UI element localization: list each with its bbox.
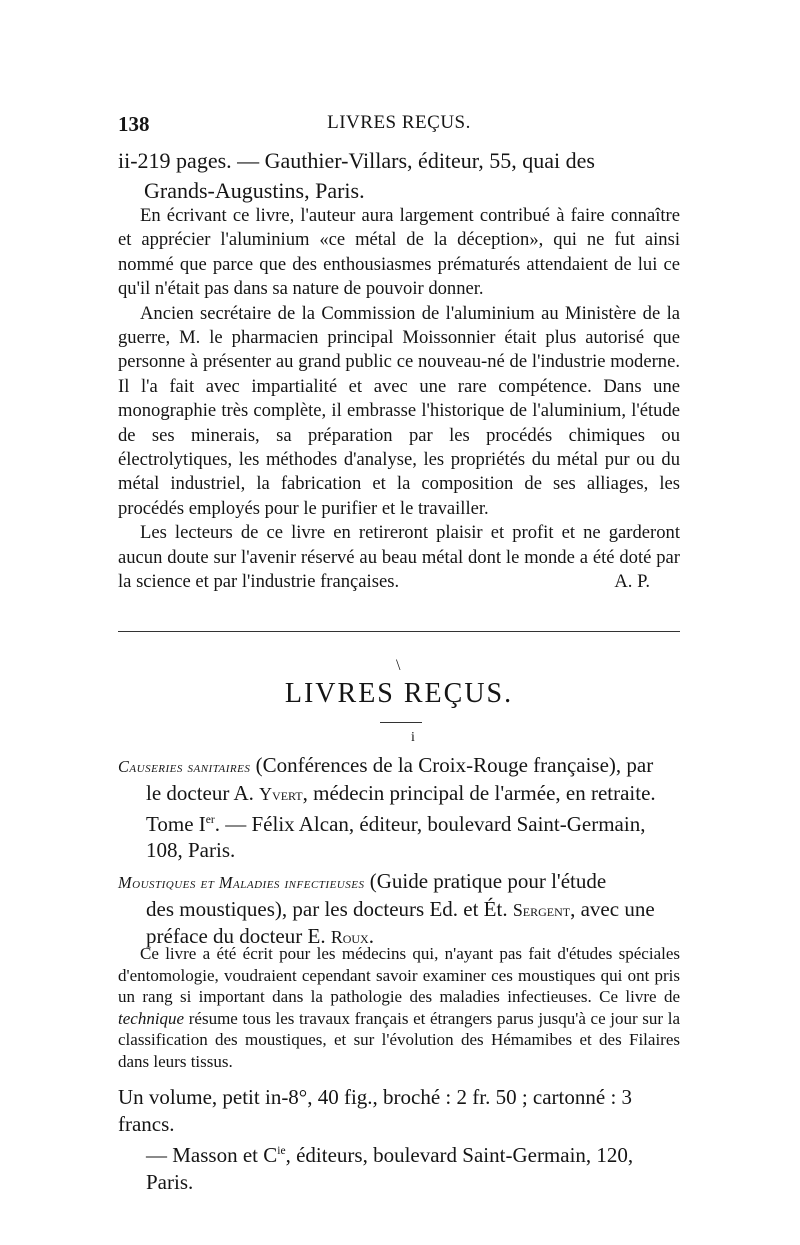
entry-text: (Guide pratique pour l'étude bbox=[364, 869, 607, 893]
review-paragraph: En écrivant ce livre, l'auteur aura largement contribué à faire connaître et apprécier l'aluminium «ce métal de la déception», qui ne fut ainsi nommé que parce que des enthousiasmes prématurés attendaient de lui ce qu'il n'était pas dans sa nature de pouvoir donner. bbox=[118, 205, 680, 300]
entry-text: . — Félix Alcan, éditeur, boulevard Saint-Germain, 108, Paris. bbox=[146, 812, 646, 862]
superscript: er bbox=[205, 814, 215, 826]
book-entry bbox=[118, 752, 680, 863]
entry-text: (Conférences de la Croix-Rouge française), par bbox=[250, 753, 654, 777]
continued-entry-line: ii-219 pages. — Gauthier-Villars, éditeur, 55, quai des bbox=[118, 148, 595, 173]
entry-text: . bbox=[368, 924, 374, 948]
note-emphasis: technique bbox=[118, 1008, 185, 1028]
volume-info bbox=[118, 1084, 680, 1196]
running-title: LIVRES REÇUS. bbox=[327, 112, 471, 133]
entry-text: le docteur A. bbox=[146, 781, 260, 805]
entry-text: des moustiques), par les docteurs Ed. et Ét. bbox=[146, 897, 513, 921]
entry-text: , médecin principal de l'armée, en retraite. Tome I bbox=[146, 781, 656, 836]
entry-continuation bbox=[118, 896, 680, 950]
review-paragraph-text: Les lecteurs de ce livre en retireront plaisir et profit et ne garderont aucun doute sur l'avenir réservé au beau métal dont le monde a été doté par la science et par l'industrie françaises. bbox=[118, 522, 680, 593]
running-head bbox=[118, 112, 680, 138]
author-name: Yvert bbox=[259, 784, 303, 804]
superscript: ie bbox=[277, 1145, 286, 1157]
author-name: Roux bbox=[330, 927, 369, 947]
note-paragraph bbox=[118, 943, 680, 1072]
section-divider bbox=[118, 631, 680, 632]
publisher-line bbox=[118, 1138, 680, 1196]
note-text: résume tous les travaux français et étrangers parus jusqu'à ce jour sur la classification des moustiques, et sur l'évolution des Hémamibes et des Filaires dans leurs tissus. bbox=[118, 1008, 680, 1071]
page-number: 138 bbox=[118, 112, 150, 136]
title-underline bbox=[380, 722, 422, 723]
review-signature: A. P. bbox=[614, 571, 650, 593]
stray-mark: i bbox=[411, 730, 415, 745]
book-entry bbox=[118, 868, 680, 950]
stray-mark: \ bbox=[396, 657, 401, 674]
book-title: Causeries sanitaires bbox=[118, 757, 251, 776]
author-name: Sergent bbox=[512, 900, 571, 920]
publisher-text: , éditeurs, boulevard Saint-Germain, 120, Paris. bbox=[146, 1143, 634, 1194]
review-paragraph: Ancien secrétaire de la Commission de l'aluminium au Ministère de la guerre, M. le pharmacien principal Moissonnier était plus autorisé que personne à présenter au grand public ce nouveau-né de l'industrie moderne. Il l'a fait avec impartialité et avec une rare compétence. Dans une monographie très complète, il embrasse l'historique de l'aluminium, l'étude de ses minerais, sa préparation par les procédés chimiques ou électrolytiques, les méthodes d'analyse, les propriétés du métal pur ou du métal industriel, la fabrication et la composition de ses alliages, les procédés employés pour le purifier et le travailler. bbox=[118, 302, 680, 519]
book-review bbox=[118, 204, 680, 595]
section-title: LIVRES REÇUS. bbox=[284, 678, 514, 709]
entry-text: , avec une préface du docteur E. bbox=[146, 897, 655, 948]
publisher-text: — Masson et C bbox=[146, 1143, 278, 1167]
book-title: Moustiques et Maladies infectieuses bbox=[118, 873, 365, 892]
note-text: Ce livre a été écrit pour les médecins qui, n'ayant pas fait d'études spéciales d'entomologie, voudraient cependant savoir examiner ces moustiques qui ont pris un rang si important dans la pathologie des maladies infectieuses. Ce livre de bbox=[118, 944, 680, 1006]
entry-note bbox=[118, 943, 680, 1072]
continued-entry-line: Grands-Augustins, Paris. bbox=[144, 178, 365, 203]
entry-continuation bbox=[118, 780, 680, 863]
volume-line: Un volume, petit in-8°, 40 fig., broché : 2 fr. 50 ; cartonné : 3 francs. bbox=[118, 1085, 633, 1136]
review-paragraph bbox=[118, 521, 680, 594]
continued-entry bbox=[118, 146, 680, 206]
